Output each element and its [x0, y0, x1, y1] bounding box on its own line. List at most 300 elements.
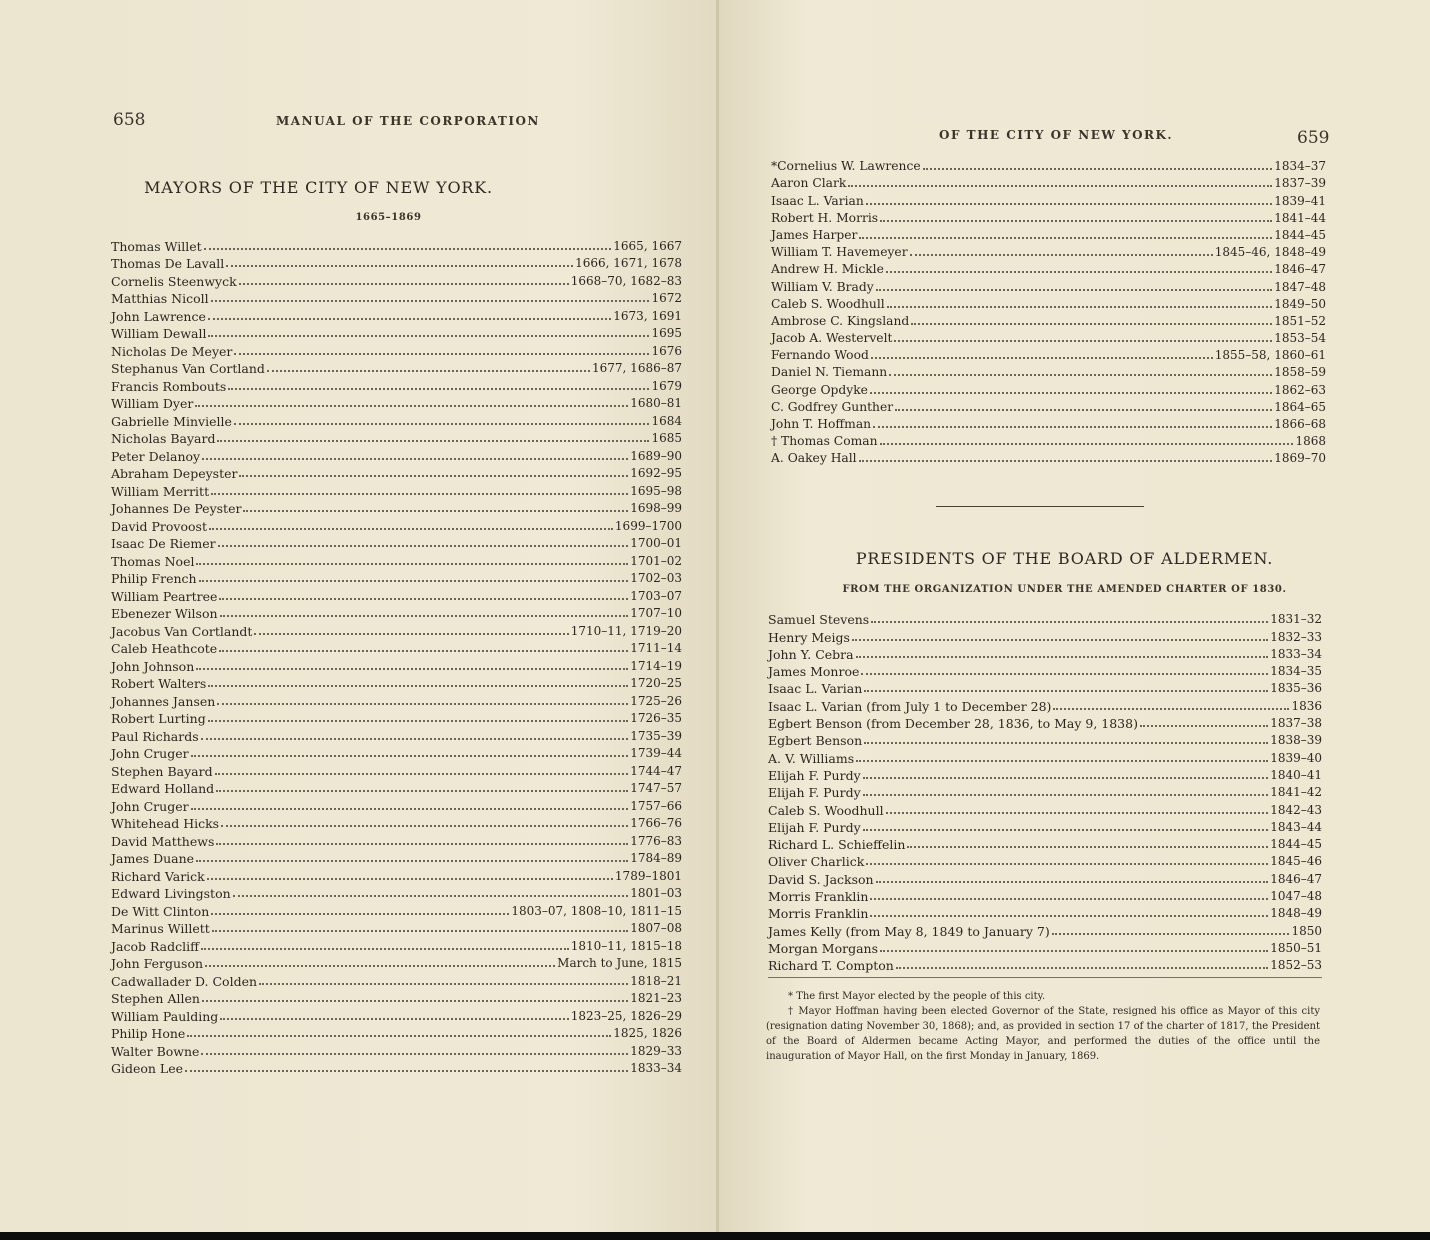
entry-name: Ebenezer Wilson [111, 606, 218, 621]
running-head: OF THE CITY OF NEW YORK. [939, 128, 1174, 142]
entry-years: 1679 [651, 378, 682, 393]
list-item [111, 710, 682, 728]
entry-name: Johannes De Peyster [111, 501, 242, 516]
entry-years: 1818–21 [630, 973, 682, 988]
entry-years: March to June, 1815 [557, 956, 682, 970]
left-page [0, 0, 717, 1232]
list-item [111, 517, 682, 535]
entry-name: Henry Meigs [768, 629, 850, 645]
entry-name: Elijah F. Purdy [768, 785, 861, 801]
entry-name: Cornelis Steenwyck [111, 273, 237, 289]
leader-dots [1140, 724, 1268, 727]
entry-years: 1676 [651, 343, 682, 358]
entry-years: 1685 [651, 431, 682, 445]
leader-dots [254, 632, 568, 635]
entry-name: *Cornelius W. Lawrence [771, 159, 921, 174]
leader-dots [889, 373, 1272, 376]
entry-name: A. V. Williams [768, 750, 855, 766]
entry-name: Paul Richards [111, 728, 199, 744]
list-item [768, 940, 1322, 957]
leader-dots [234, 422, 650, 425]
page-number: 658 [113, 110, 146, 130]
list-item [768, 888, 1322, 905]
list-item [111, 500, 682, 518]
entry-name: Edward Holland [111, 781, 215, 796]
list-item [771, 227, 1326, 244]
list-item [111, 850, 682, 868]
leader-dots [208, 684, 628, 687]
list-item [768, 611, 1322, 628]
leader-dots [243, 509, 628, 512]
entry-years: 1823–25, 1826–29 [570, 1008, 682, 1023]
list-item [111, 605, 682, 623]
list-item [111, 832, 682, 850]
list-item [768, 870, 1322, 887]
list-item [768, 697, 1322, 714]
entry-name: John Y. Cebra [768, 646, 854, 662]
list-item [771, 175, 1326, 192]
entry-years: 1848–49 [1270, 906, 1322, 921]
list-item [111, 797, 682, 815]
entry-years: 1776–83 [630, 833, 682, 848]
list-item [111, 465, 682, 483]
leader-dots [880, 442, 1294, 445]
leader-dots [207, 877, 613, 880]
leader-dots [887, 305, 1272, 308]
entry-name: John Cruger [111, 798, 189, 814]
entry-years: 1801–03 [630, 886, 682, 900]
entry-years: 1803–07, 1808–10, 1811–15 [511, 903, 682, 918]
entry-name: Peter Delanoy [111, 448, 201, 464]
presidents-list [768, 611, 1322, 974]
entry-years: 1866–68 [1274, 417, 1326, 431]
entry-years: 1864–65 [1274, 399, 1326, 414]
entry-years: 1850–51 [1270, 940, 1322, 955]
entry-name: William V. Brady [771, 279, 874, 294]
entry-years: 1855–58, 1860–61 [1214, 348, 1326, 363]
list-item [111, 325, 682, 343]
footnote: † Mayor Hoffman having been elected Governor of the State, resigned his office as Mayor of this city (resignation dating November 30, 1868); and, as provided in section 17 of the charter of 1817, the President of the Board of Aldermen became Acting Mayor, and performed the duties of the office until the inauguration of Mayor Hall, on the first Monday in January, 1869. [766, 1006, 1320, 1062]
leader-dots [1053, 707, 1289, 710]
entry-name: Stephen Allen [111, 991, 200, 1006]
right-page [719, 0, 1430, 1232]
leader-dots [218, 544, 629, 547]
entry-years: 1844–45 [1274, 227, 1326, 242]
leader-dots [923, 167, 1273, 170]
entry-name: Elijah F. Purdy [768, 767, 861, 783]
leader-dots [894, 339, 1272, 342]
entry-years: 1832–33 [1270, 629, 1322, 644]
entry-years: 1695–98 [630, 483, 682, 498]
list-item [111, 885, 682, 903]
list-item [768, 646, 1322, 663]
list-item [768, 819, 1322, 836]
entry-name: Morris Franklin [768, 906, 869, 922]
leader-dots [895, 408, 1272, 411]
list-item [111, 552, 682, 570]
entry-name: John Lawrence [111, 308, 206, 324]
entry-years: 1837–39 [1274, 176, 1326, 191]
list-item [111, 535, 682, 553]
entry-name: Caleb Heathcote [111, 641, 218, 656]
leader-dots [863, 793, 1269, 796]
entry-years: 1853–54 [1274, 331, 1326, 346]
entry-years: 1720–25 [630, 676, 682, 690]
list-item [111, 920, 682, 938]
entry-name: William T. Havemeyer [771, 245, 908, 260]
entry-years: 1840–41 [1270, 767, 1322, 782]
leader-dots [880, 949, 1268, 952]
list-item [111, 430, 682, 448]
list-item [111, 727, 682, 745]
list-item [111, 1007, 682, 1025]
list-item [771, 313, 1326, 330]
aldermen-subtitle: FROM THE ORGANIZATION UNDER THE AMENDED CHARTER OF 1830. [842, 584, 1287, 595]
list-item [111, 1025, 682, 1043]
list-item [768, 749, 1322, 766]
list-item [768, 663, 1322, 680]
entry-years: 1831–32 [1270, 612, 1322, 627]
leader-dots [201, 1052, 628, 1055]
entry-years: 1766–76 [630, 816, 682, 830]
leader-dots [220, 614, 629, 617]
entry-name: Thomas Noel [111, 553, 195, 569]
list-item [771, 278, 1326, 295]
leader-dots [233, 894, 629, 897]
list-item [111, 640, 682, 658]
entry-name: Stephanus Van Cortland [111, 361, 265, 376]
mayors-list [111, 237, 682, 1077]
mayors-list-continued [771, 158, 1326, 467]
entry-years: 1839–40 [1270, 750, 1322, 765]
leader-dots [195, 404, 628, 407]
leader-dots [234, 352, 649, 355]
list-item [768, 732, 1322, 749]
entry-years: 1807–08 [630, 921, 682, 935]
leader-dots [208, 317, 611, 320]
list-item [768, 957, 1322, 974]
entry-name: Richard Varick [111, 868, 205, 884]
leader-dots [911, 322, 1272, 325]
leader-dots [211, 492, 628, 495]
entry-years: 1844–45 [1270, 837, 1322, 852]
list-item [111, 360, 682, 378]
entry-years: 1821–23 [630, 991, 682, 1005]
leader-dots [211, 299, 650, 302]
entry-name: John Cruger [111, 746, 189, 761]
leader-dots [863, 776, 1269, 779]
list-item [111, 1060, 682, 1078]
entry-name: William Dyer [111, 396, 194, 411]
list-item [768, 853, 1322, 870]
leader-dots [876, 288, 1273, 291]
list-item [771, 296, 1326, 313]
entry-years: 1725–26 [630, 693, 682, 708]
entry-years: 1684 [651, 413, 682, 428]
leader-dots [876, 880, 1269, 883]
entry-name: William Dewall [111, 326, 207, 341]
entry-years: 1833–34 [1270, 646, 1322, 661]
entry-name: Richard L. Schieffelin [768, 837, 906, 853]
leader-dots [880, 219, 1272, 222]
entry-name: Philip Hone [111, 1026, 186, 1041]
entry-years: 1692–95 [630, 466, 682, 480]
entry-name: A. Oakey Hall [771, 451, 857, 466]
entry-name: William Peartree [111, 588, 218, 604]
entry-years: 1868 [1295, 434, 1326, 449]
entry-name: George Opdyke [771, 382, 868, 397]
leader-dots [196, 859, 628, 862]
entry-years: 1714–19 [630, 658, 682, 673]
list-item [111, 780, 682, 798]
entry-name: Oliver Charlick [768, 854, 865, 870]
entry-years: 1810–11, 1815–18 [570, 938, 682, 953]
leader-dots [861, 672, 1268, 675]
leader-dots [215, 772, 629, 775]
list-item [111, 1042, 682, 1060]
leader-dots [239, 282, 569, 285]
list-item [771, 244, 1326, 261]
aldermen-title: PRESIDENTS OF THE BOARD OF ALDERMEN. [855, 549, 1274, 568]
leader-dots [187, 1034, 611, 1037]
page-title: MAYORS OF THE CITY OF NEW YORK. [144, 178, 493, 197]
list-item [771, 364, 1326, 381]
entry-years: 1846–47 [1270, 871, 1322, 886]
list-item [768, 680, 1322, 697]
leader-dots [870, 914, 1268, 917]
leader-dots [205, 964, 555, 967]
entry-name: Caleb S. Woodhull [771, 296, 885, 311]
entry-name: William Merritt [111, 483, 210, 499]
list-item [771, 158, 1326, 175]
entry-name: Stephen Bayard [111, 763, 213, 779]
entry-name: Morgan Morgans [768, 940, 878, 956]
leader-dots [220, 1017, 568, 1020]
entry-name: Robert H. Morris [771, 210, 879, 225]
entry-name: Robert Walters [111, 676, 207, 691]
list-item [111, 867, 682, 885]
entry-name: Abraham Depeyster [111, 466, 238, 481]
leader-dots [886, 811, 1269, 814]
leader-dots [202, 457, 628, 460]
list-item [111, 255, 682, 273]
entry-years: 1845–46 [1270, 854, 1322, 869]
entry-name: Jacob Radcliff [111, 938, 199, 954]
leader-dots [856, 655, 1269, 658]
list-item [111, 237, 682, 255]
footnotes [766, 989, 1320, 1064]
leader-dots [259, 982, 628, 985]
entry-name: Nicholas De Meyer [111, 343, 233, 359]
entry-years: 1695 [651, 326, 682, 340]
entry-name: Francis Rombouts [111, 378, 227, 394]
leader-dots [239, 474, 628, 477]
leader-dots [216, 789, 628, 792]
entry-years: 1841–42 [1270, 785, 1322, 800]
list-item [111, 447, 682, 465]
entry-years: 1735–39 [630, 728, 682, 743]
entry-name: Thomas Willet [111, 238, 202, 254]
entry-years: 1852–53 [1270, 958, 1322, 973]
entry-name: Andrew H. Mickle [771, 262, 884, 277]
list-item [768, 784, 1322, 801]
leader-dots [196, 667, 628, 670]
list-item [768, 905, 1322, 922]
entry-name: David Provoost [111, 518, 207, 534]
entry-name: Robert Lurting [111, 711, 206, 726]
entry-name: Walter Bowne [111, 1043, 200, 1059]
entry-years: 1839–41 [1274, 193, 1326, 208]
entry-name: John Johnson [111, 658, 195, 674]
entry-name: James Kelly (from May 8, 1849 to January 7) [768, 923, 1050, 939]
leader-dots [185, 1069, 628, 1072]
leader-dots [217, 439, 649, 442]
entry-name: Egbert Benson (from December 28, 1836, to May 9, 1838) [768, 716, 1138, 732]
entry-years: 1672 [651, 291, 682, 305]
entry-years: 1847–48 [1274, 279, 1326, 294]
list-item [111, 937, 682, 955]
leader-dots [226, 264, 573, 267]
entry-name: Ambrose C. Kingsland [771, 313, 910, 328]
leader-dots [217, 702, 628, 705]
leader-dots [191, 754, 629, 757]
leader-dots [201, 947, 569, 950]
list-item [771, 433, 1326, 450]
leader-dots [267, 369, 590, 372]
leader-dots [910, 253, 1213, 256]
leader-dots [896, 966, 1268, 969]
entry-years: 1701–02 [630, 553, 682, 568]
leader-dots [191, 807, 629, 810]
entry-years: 1825, 1826 [613, 1026, 682, 1040]
list-item [771, 330, 1326, 347]
list-item [111, 955, 682, 973]
list-item [771, 192, 1326, 209]
list-item [768, 801, 1322, 818]
leader-dots [871, 620, 1268, 623]
list-item [771, 399, 1326, 416]
leader-dots [219, 649, 628, 652]
entry-name: David S. Jackson [768, 871, 874, 887]
entry-name: John Ferguson [111, 956, 204, 971]
entry-name: Jacob A. Westervelt [771, 331, 893, 346]
entry-years: 1846–47 [1274, 262, 1326, 277]
list-item [111, 972, 682, 990]
entry-name: † Thomas Coman [771, 434, 878, 449]
entry-name: Cadwallader D. Colden [111, 973, 258, 989]
entry-years: 1699–1700 [614, 518, 682, 533]
page-number: 659 [1297, 128, 1330, 148]
entry-years: 1698–99 [630, 501, 682, 515]
entry-years: 1757–66 [630, 798, 682, 813]
leader-dots [212, 929, 628, 932]
running-head: MANUAL OF THE CORPORATION [276, 114, 540, 128]
entry-years: 1726–35 [630, 711, 682, 725]
entry-years: 1665, 1667 [613, 238, 682, 253]
leader-dots [859, 459, 1273, 462]
entry-name: C. Godfrey Gunther [771, 399, 894, 414]
entry-years: 1869–70 [1274, 451, 1326, 466]
list-item [771, 450, 1326, 467]
leader-dots [848, 184, 1272, 187]
footnote-rule [768, 977, 1322, 978]
entry-years: 1834–35 [1270, 664, 1322, 679]
leader-dots [873, 425, 1272, 428]
entry-years: 1747–57 [630, 781, 682, 795]
list-item [771, 381, 1326, 398]
entry-name: Egbert Benson [768, 733, 863, 749]
entry-years: 1829–33 [630, 1043, 682, 1058]
entry-name: De Witt Clinton [111, 903, 210, 919]
year-range: 1665–1869 [355, 212, 422, 223]
leader-dots [208, 719, 628, 722]
leader-dots [871, 356, 1213, 359]
list-item [111, 272, 682, 290]
list-item [768, 628, 1322, 645]
entry-years: 1700–01 [630, 536, 682, 550]
entry-years: 1833–34 [630, 1061, 682, 1075]
leader-dots [907, 845, 1268, 848]
entry-years: 1845–46, 1848–49 [1214, 245, 1326, 260]
list-item [771, 416, 1326, 433]
list-item [771, 347, 1326, 364]
entry-name: Richard T. Compton [768, 958, 894, 974]
entry-years: 1666, 1671, 1678 [575, 256, 682, 270]
leader-dots [886, 270, 1272, 273]
section-divider [936, 506, 1144, 507]
entry-name: Isaac L. Varian [771, 193, 864, 208]
leader-dots [199, 579, 629, 582]
list-item [111, 762, 682, 780]
entry-name: David Matthews [111, 833, 215, 849]
entry-name: Nicholas Bayard [111, 431, 216, 446]
leader-dots [852, 638, 1268, 641]
leader-dots [864, 741, 1268, 744]
entry-name: Johannes Jansen [111, 693, 216, 709]
entry-name: Aaron Clark [771, 176, 847, 191]
list-item [111, 307, 682, 325]
leader-dots [863, 828, 1269, 831]
entry-years: 1849–50 [1274, 296, 1326, 311]
entry-name: James Harper [771, 227, 858, 242]
entry-name: Gabrielle Minvielle [111, 413, 232, 429]
leader-dots [208, 334, 649, 337]
entry-name: James Monroe [768, 664, 860, 680]
entry-years: 1835–36 [1270, 681, 1322, 696]
entry-name: James Duane [111, 851, 195, 866]
entry-name: Morris Franklin [768, 889, 869, 905]
entry-name: Fernando Wood [771, 348, 869, 363]
leader-dots [201, 737, 629, 740]
list-item [111, 815, 682, 833]
leader-dots [866, 862, 1268, 865]
entry-years: 1858–59 [1274, 365, 1326, 380]
entry-name: Elijah F. Purdy [768, 819, 861, 835]
entry-name: Jacobus Van Cortlandt [111, 623, 253, 639]
leader-dots [219, 597, 628, 600]
entry-years: 1850 [1291, 923, 1322, 938]
list-item [111, 570, 682, 588]
entry-name: Thomas De Lavall [111, 256, 225, 271]
entry-years: 1842–43 [1270, 802, 1322, 817]
list-item [111, 377, 682, 395]
entry-name: Marinus Willett [111, 921, 210, 936]
entry-years: 1703–07 [630, 588, 682, 603]
list-item [111, 290, 682, 308]
list-item [768, 836, 1322, 853]
entry-years: 1836 [1291, 698, 1322, 713]
entry-years: 1668–70, 1682–83 [570, 273, 682, 288]
